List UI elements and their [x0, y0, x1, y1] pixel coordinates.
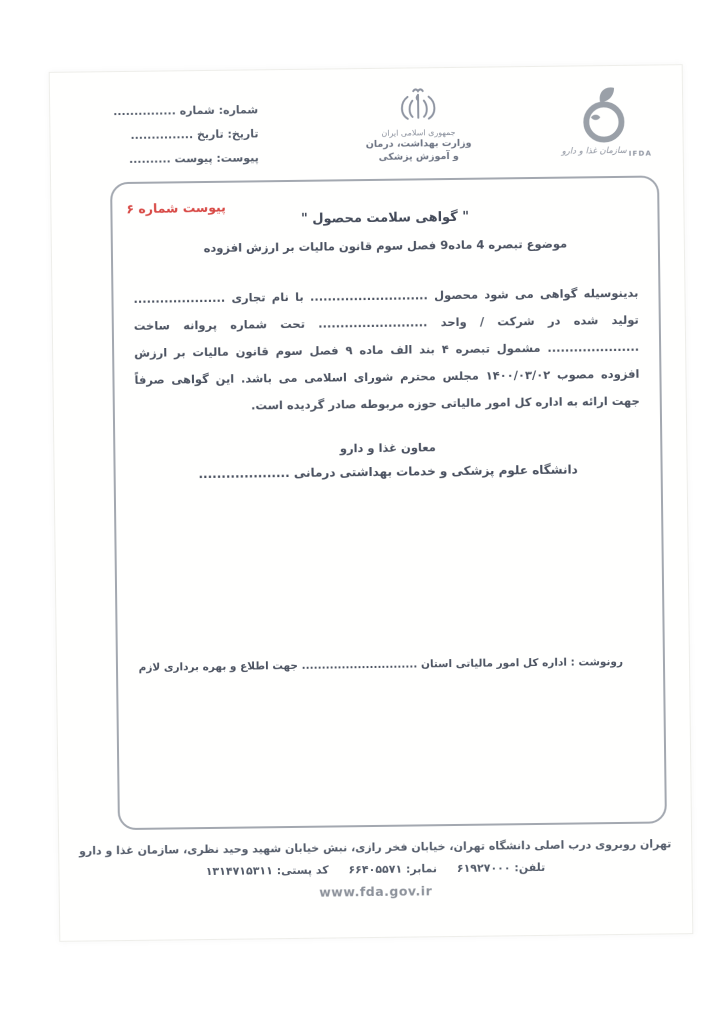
signature-organization: دانشگاه علوم پزشکی و خدمات بهداشتی درمانی ....................: [198, 462, 578, 482]
attachment-field-line: پیوست: پیوست ..........: [128, 151, 259, 166]
cc-line: رونوشت : اداره کل امور مالیاتی استان ............................. جهت اطلاع و بهره برداری لازم: [138, 655, 624, 674]
ifda-caption: سازمان غذا و دارو: [561, 145, 627, 157]
certificate-body-text: بدینوسیله گواهی می شود محصول ........................... با نام تجاری ..................... تولید شده در شرکت / واحد ......................... تحت شماره پروانه ساخت ..................... مشمول تبصره ۴ بند الف ماده ۹ فصل سوم قانون مالیات بر ارزش افزوده مصوب ۱۴۰۰/۰۳/۰۲ مجلس محترم شورای اسلامی می باشد. این گواهی صرفاً جهت ارائه به اداره کل امور مالیاتی حوزه مربوطه صادر گردیده است.: [133, 285, 640, 413]
certificate-title: " گواهی سلامت محصول ": [300, 209, 470, 227]
ifda-letterhead: [520, 75, 681, 167]
footer-address: تهران روبروی درب اصلی دانشگاه تهران، خیابان فخر رازی، نبش خیابان شهید وحید نظری، سازمان غذا و دارو: [78, 837, 672, 858]
attachment-number-stamp: پیوست شماره ۶: [126, 199, 226, 217]
ministry-name-line1: وزارت بهداشت، درمان: [365, 137, 472, 151]
certificate-box: [110, 175, 667, 830]
footer-website: www.fda.gov.ir: [319, 883, 433, 900]
letterhead-fields: [108, 98, 259, 172]
ifda-abbr-label: IFDA: [628, 149, 653, 158]
iran-emblem-icon: [338, 83, 499, 127]
footer-fax: نمابر: ۶۶۴۰۵۵۷۱: [348, 862, 438, 877]
certificate-subject: موضوع تبصره 4 ماده9 فصل سوم قانون مالیات بر ارزش افزوده: [203, 236, 568, 256]
ministry-letterhead: [338, 83, 499, 164]
ministry-country-label: جمهوری اسلامی ایران: [381, 127, 456, 138]
footer-postal-code: کد پستی: ۱۳۱۴۷۱۵۳۱۱: [205, 863, 329, 879]
ministry-name-line2: و آموزش پزشکی: [378, 150, 459, 163]
number-field-line: شماره: شماره ...............: [113, 103, 259, 119]
date-field-line: تاریخ: تاریخ ...............: [130, 127, 259, 142]
scanned-paper: [49, 64, 694, 942]
footer-phone: تلفن: ۶۱۹۲۷۰۰۰: [456, 860, 546, 875]
signature-block: [115, 432, 661, 487]
footer: [59, 833, 692, 907]
signature-role: معاون غذا و دارو: [339, 440, 436, 456]
